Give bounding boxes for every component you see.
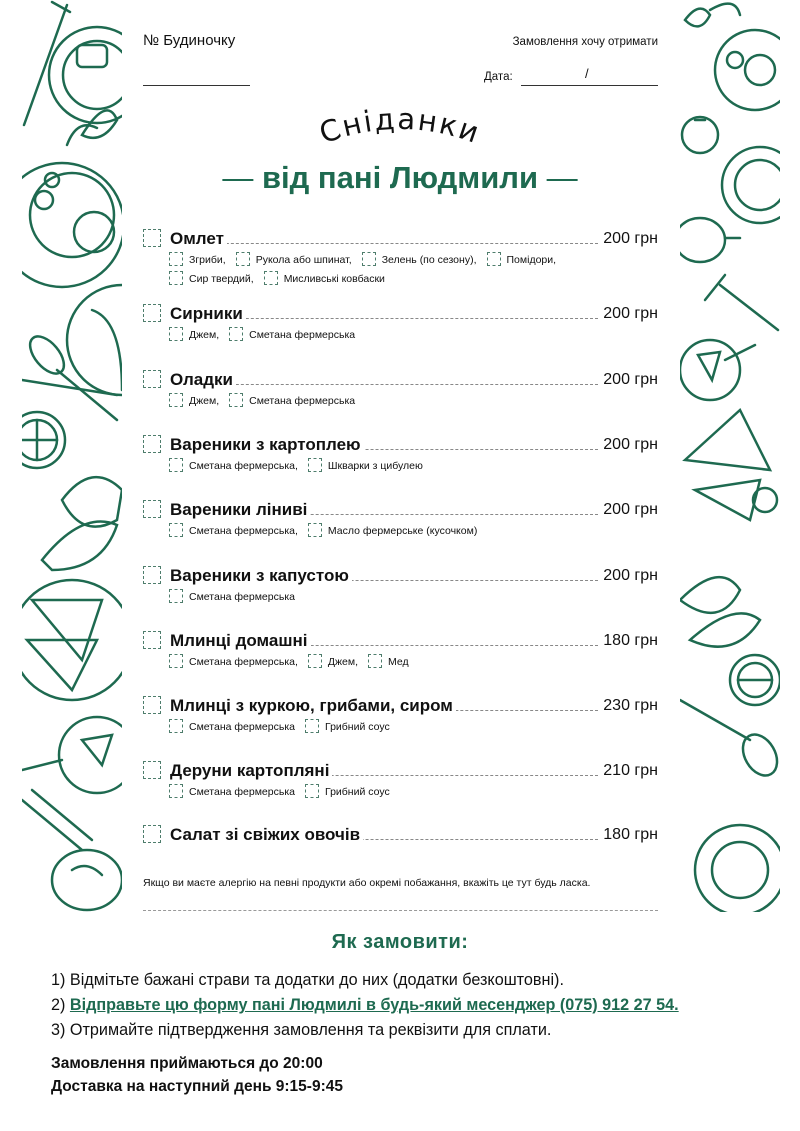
addon-label: Сметана фермерська [249,329,356,341]
addon-options [169,652,658,671]
addon-checkbox[interactable] [169,523,183,537]
addon-option[interactable] [308,523,477,539]
menu-item-name: Сирники [170,304,246,324]
menu-item-price: 200 грн [600,436,658,454]
menu-item-price: 200 грн [600,305,658,323]
menu-item-checkbox[interactable] [143,696,161,714]
addon-checkbox[interactable] [229,327,243,341]
menu-item [143,432,658,475]
menu-item-price: 210 грн [600,762,658,780]
menu-item-checkbox[interactable] [143,304,161,322]
date-label: Дата: [484,71,513,83]
addon-option-line [169,587,658,606]
addon-label: Рукола або шпинат, [255,254,352,266]
addon-option[interactable] [487,252,557,268]
addon-option[interactable] [169,784,295,800]
menu-item-name: Млинці домашні [170,631,311,651]
addon-checkbox[interactable] [308,458,322,472]
addon-options [169,250,658,288]
order-date-label: Замовлення хочу отримати [512,36,658,48]
addon-options [169,587,658,606]
menu-item-name: Вареники з картоплею [170,435,364,455]
addon-option[interactable] [169,523,298,539]
addon-label: Сметана фермерська [189,591,295,603]
menu-item-row [143,628,658,652]
addon-options [169,391,658,410]
allergy-note: Якщо ви маєте алергію на певні продукти або окремі побажання, вкажіть це тут будь ласка. [143,877,591,889]
addon-label: Джем, [189,395,220,407]
footer-info [51,1052,343,1098]
menu-item-price: 200 грн [600,371,658,389]
addon-checkbox[interactable] [305,719,319,733]
menu-item-checkbox[interactable] [143,435,161,453]
addon-label: Помідори, [506,254,557,266]
addon-label: Джем, [189,329,220,341]
menu-item-price: 200 грн [600,567,658,585]
addon-option[interactable] [169,589,295,605]
fork-icon [705,275,778,330]
addon-option[interactable] [169,393,219,409]
addon-label: Зелень (по сезону), [381,254,477,266]
addon-checkbox[interactable] [169,719,183,733]
addon-options [169,325,658,344]
pancake-plate-icon [22,163,122,287]
date-field[interactable] [521,85,658,86]
lemon-icon [730,655,780,705]
addon-checkbox[interactable] [169,252,183,266]
addon-checkbox[interactable] [169,393,183,407]
addon-option-line [169,250,658,269]
messenger-link[interactable]: Відправьте цю форму пані Людмилі в будь-який месенджер (075) 912 27 54. [69,996,679,1014]
menu-item-row [143,822,658,846]
addon-option[interactable] [169,458,298,474]
menu-item-price: 230 грн [600,697,658,715]
menu-item-price: 180 грн [600,826,658,844]
subtitle-text: від пані Людмили [261,160,539,195]
menu-item-name: Вареники з капустою [170,566,352,586]
food-illustration-right [680,0,780,912]
bread-icon [680,577,760,647]
addon-option-line [169,652,658,671]
addon-label: Сметана фермерська, [189,460,298,472]
step-3: 3) Отримайте підтвердження замовлення та реквізити для сплати. [51,1021,552,1039]
menu-item-row [143,563,658,587]
addon-option-line [169,782,658,801]
leader-line [171,243,598,244]
addon-label: Сметана фермерська, [189,525,298,537]
menu-item-price: 200 грн [600,501,658,519]
tomato-icon [682,117,718,153]
menu-item-row [143,301,658,325]
addon-option[interactable] [169,271,254,287]
menu-item-row [143,367,658,391]
addon-option-line [169,717,658,736]
addon-option[interactable] [236,252,352,268]
menu-item-price: 180 грн [600,632,658,650]
addon-checkbox[interactable] [236,252,250,266]
sandwich-plate-icon [22,580,122,700]
addon-option[interactable] [169,327,219,343]
addon-checkbox[interactable] [169,654,183,668]
cup-icon [22,717,122,793]
addon-option[interactable] [229,327,355,343]
addon-option-line [169,521,658,540]
addon-label: Сметана фермерська, [189,656,298,668]
addon-option[interactable] [169,252,226,268]
allergy-input-line[interactable] [143,910,658,911]
svg-text:Сніданки [315,102,485,151]
delivery-time: Доставка на наступний день 9:15-9:45 [51,1078,343,1095]
menu-item-row [143,432,658,456]
order-header [143,0,658,100]
menu-item [143,758,658,801]
addon-checkbox[interactable] [487,252,501,266]
addon-checkbox[interactable] [169,589,183,603]
addon-label: Сметана фермерська [189,786,295,798]
menu-item-checkbox[interactable] [143,370,161,388]
menu-item-row [143,226,658,250]
menu-item [143,822,658,846]
addon-checkbox[interactable] [169,458,183,472]
house-number-field[interactable] [143,85,250,86]
addon-checkbox[interactable] [169,327,183,341]
menu-item-name: Омлет [170,229,227,249]
addon-checkbox[interactable] [308,523,322,537]
addon-options [169,456,658,475]
glass-icon [680,340,755,400]
menu-item-name: Вареники ліниві [170,500,310,520]
menu-item-checkbox[interactable] [143,229,161,247]
subtitle: — від пані Людмили — [222,160,578,195]
menu-item-name: Салат зі свіжих овочів [170,825,363,845]
addon-label: Шкварки з цибулею [327,460,423,472]
coffee-icon [52,850,122,910]
menu-item-checkbox[interactable] [143,631,161,649]
spoon-icon [22,330,117,420]
addon-label: Грибний соус [324,721,390,733]
addon-label: Сметана фермерська [249,395,356,407]
menu-item-row [143,758,658,782]
date-separator: / [585,66,589,81]
bowl-icon [715,30,780,110]
fork-icon [24,2,70,125]
spoon-icon [680,700,780,782]
addon-options [169,782,658,801]
addon-checkbox[interactable] [264,271,278,285]
addon-label: Згриби, [189,254,226,266]
addon-options [169,521,658,540]
addon-option[interactable] [362,252,477,268]
menu-item [143,628,658,671]
addon-label: Джем, [327,656,359,668]
addon-option[interactable] [169,654,298,670]
addon-checkbox[interactable] [169,271,183,285]
lemon-icon [22,412,65,468]
bread-icon [42,477,122,570]
howto-title: Як замовити: [331,931,469,953]
addon-checkbox[interactable] [305,784,319,798]
coffee-icon [680,218,740,262]
house-number-label: № Будиночку [143,32,236,49]
addon-checkbox[interactable] [169,784,183,798]
menu-item-name: Оладки [170,370,236,390]
menu-item-row [143,693,658,717]
addon-checkbox[interactable] [308,654,322,668]
knife-icon [22,790,92,850]
howto-steps [51,968,679,1043]
addon-checkbox[interactable] [368,654,382,668]
page-title [285,98,515,168]
page-title-text: Сніданки [315,101,486,151]
menu-item-row [143,497,658,521]
menu-item [143,301,658,344]
addon-option[interactable] [305,719,390,735]
addon-label: Мед [388,656,409,668]
addon-label: Мисливські ковбаски [283,273,385,285]
addon-option[interactable] [229,393,355,409]
addon-option[interactable] [308,654,358,670]
sandwich-icon [685,410,777,520]
step-2: 2) Відправьте цю форму пані Людмилі в будь-який месенджер (075) 912 27 54. [51,996,679,1014]
addon-option[interactable] [308,458,423,474]
menu-item-checkbox[interactable] [143,500,161,518]
plate-icon [722,147,780,223]
addon-option[interactable] [305,784,390,800]
addon-checkbox[interactable] [229,393,243,407]
menu-item-price: 200 грн [600,230,658,248]
addon-option-line [169,269,658,288]
menu-item [143,497,658,540]
addon-option[interactable] [169,719,295,735]
menu-item [143,693,658,736]
addon-label: Грибний соус [324,786,390,798]
order-deadline: Замовлення приймаються до 20:00 [51,1055,323,1072]
leaf-icon [685,4,740,27]
addon-option-line [169,391,658,410]
addon-label: Сметана фермерська [189,721,295,733]
addon-label: Сир твердий, [189,273,254,285]
menu-item-checkbox[interactable] [143,761,161,779]
addon-option-line [169,456,658,475]
addon-checkbox[interactable] [362,252,376,266]
step-1: 1) Відмітьте бажані страви та додатки до них (додатки безкоштовні). [51,971,564,989]
menu-item-checkbox[interactable] [143,825,161,843]
addon-label: Масло фермерське (кусочком) [327,525,478,537]
leaf-icon [67,110,117,145]
plate-icon [695,825,780,912]
plate-icon [49,27,122,123]
menu-item-name: Млинці з куркою, грибами, сиром [170,696,456,716]
addon-option[interactable] [368,654,409,670]
menu-item [143,226,658,288]
addon-option-line [169,325,658,344]
menu-item [143,563,658,606]
plate-icon [67,285,122,395]
menu-item [143,367,658,410]
addon-options [169,717,658,736]
menu-item-name: Деруни картопляні [170,761,332,781]
food-illustration-left [22,0,122,912]
addon-option[interactable] [264,271,385,287]
menu-item-checkbox[interactable] [143,566,161,584]
